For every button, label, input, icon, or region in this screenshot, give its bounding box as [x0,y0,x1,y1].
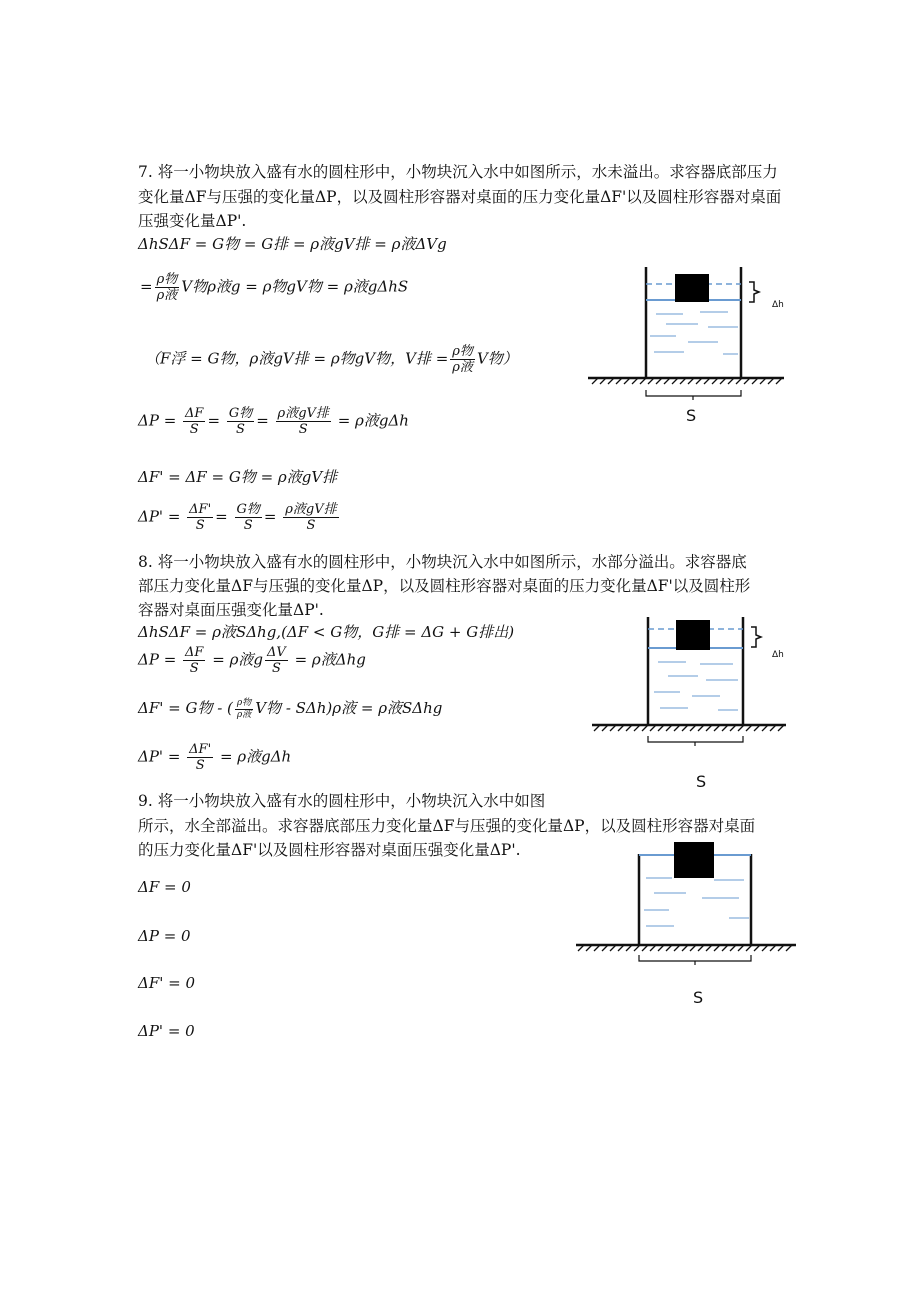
p9-equation-4: ΔP' = 0 [138,1022,195,1040]
p8-equation-3: ΔF' = G物 - ( $\frac{\text{ρ物}}{\text{ρ液}}$ V物 - SΔh)ρ液 = ρ液SΔhg [138,697,443,720]
p8-question-line1: 8. 将一小物块放入盛有水的圆柱形中，小物块沉入水中如图所示，水部分溢出。求容器底 [138,553,747,571]
p8-equation-4: ΔP' = $\frac{\Delta F'}{S}$ = ρ液gΔh [138,742,292,773]
p9-equation-2: ΔP = 0 [138,927,191,945]
p8-area-label: S [696,772,707,791]
p9-area-label: S [693,988,704,1007]
p7-equation-1: ΔhSΔF = G物 = G排 = ρ液gV排 = ρ液ΔVg [138,235,447,253]
p7-equation-3: （F浮 = G物，ρ液gV排 = ρ物gV物，V排 = $\frac{\text{ρ物}}{\text{ρ液}}$ V物） [145,344,518,375]
p7-question-line2: 变化量ΔF与压强的变化量ΔP，以及圆柱形容器对桌面的压力变化量ΔF'以及圆柱形容器对桌面 [138,188,782,206]
p8-height-label: Δh [772,650,784,660]
p9-equation-3: ΔF' = 0 [138,974,196,992]
p9-question-line3: 的压力变化量ΔF'以及圆柱形容器对桌面压强变化量ΔP'. [138,841,521,859]
p9-question-line1: 9. 将一小物块放入盛有水的圆柱形中，小物块沉入水中如图 [138,792,546,810]
p9-container-figure [574,838,804,978]
p8-equation-1: ΔhSΔF = ρ液SΔhg,(ΔF < G物，G排 = ΔG + G排出) [138,623,515,641]
p7-equation-6: ΔP' = $\frac{\Delta F'}{S}$ = $\frac{\text{G物}}{S}$ = $\frac{\text{ρ液gV排}}{S}$ [138,502,337,533]
p7-equation-2: = $\frac{\text{ρ物}}{\text{ρ液}}$ V物ρ液g = ρ物gV物 = ρ液gΔhS [140,272,409,303]
p8-question-line2: 部压力变化量ΔF与压强的变化量ΔP，以及圆柱形容器对桌面的压力变化量ΔF'以及圆柱形 [138,577,751,595]
p8-container-figure [588,612,798,762]
p9-equation-1: ΔF = 0 [138,878,191,896]
p8-question-line3: 容器对桌面压强变化量ΔP'. [138,601,324,619]
p7-equation-5: ΔF' = ΔF = G物 = ρ液gV排 [138,468,338,486]
p9-question-line2: 所示，水全部溢出。求容器底部压力变化量ΔF与压强的变化量ΔP，以及圆柱形容器对桌面 [138,817,756,835]
p7-height-label: Δh [772,300,784,310]
p7-area-label: S [686,406,697,425]
p8-equation-2: ΔP = $\frac{\Delta F}{S}$ = ρ液g $\frac{\Delta V}{S}$ = ρ液Δhg [138,645,366,676]
p7-question-line3: 压强变化量ΔP'. [138,212,247,230]
p7-question-line1: 7. 将一小物块放入盛有水的圆柱形中，小物块沉入水中如图所示，水未溢出。求容器底部压力 [138,163,778,181]
p7-equation-4: ΔP = $\frac{\Delta F}{S}$ = $\frac{\text{G物}}{S}$ = $\frac{\text{ρ液gV排}}{S}$ = ρ液gΔh [138,406,409,437]
